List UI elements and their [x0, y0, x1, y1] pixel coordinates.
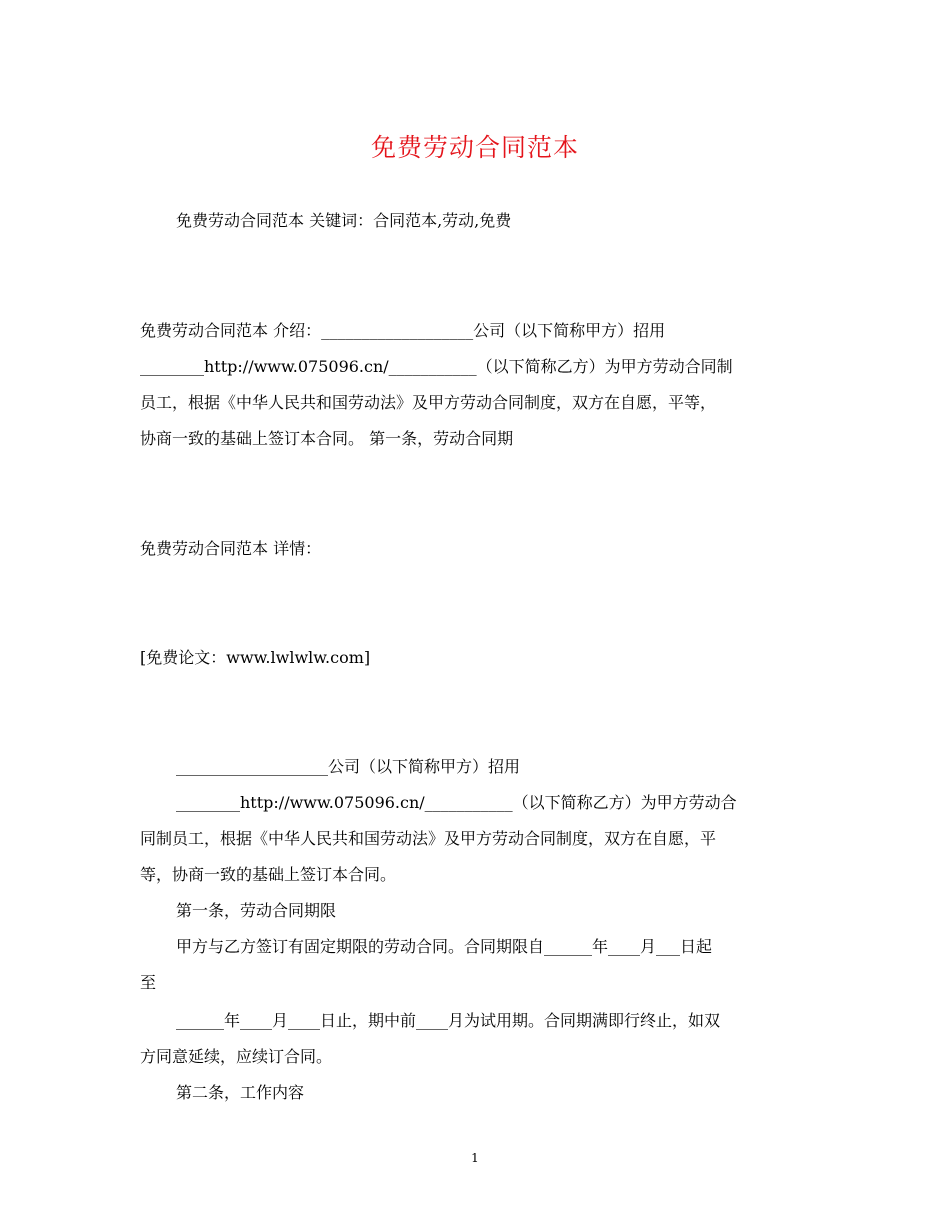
- body-line: 甲方与乙方签订有固定期限的劳动合同。合同期限自______年____月___日起: [176, 937, 713, 956]
- body-line: ______年____月____日止，期中前____月为试用期。合同期满即行终止，如双: [176, 1011, 721, 1030]
- body-line: 至: [140, 973, 157, 992]
- page-number: 1: [471, 1151, 479, 1165]
- details-label: 免费劳动合同范本 详情：: [140, 539, 322, 558]
- body-line: ___________________公司（以下简称甲方）招用: [176, 757, 521, 776]
- article-heading: 第一条，劳动合同期限: [176, 901, 337, 920]
- body-line: 等，协商一致的基础上签订本合同。: [140, 865, 397, 884]
- body-line: 方同意延续，应续订合同。: [140, 1047, 333, 1066]
- article-heading: 第二条，工作内容: [176, 1083, 305, 1102]
- intro-line: 免费劳动合同范本 介绍：___________________公司（以下简称甲方）招用: [140, 321, 666, 340]
- body-line: 同制员工，根据《中华人民共和国劳动法》及甲方劳动合同制度，双方在自愿，平: [140, 829, 717, 848]
- body-line: ________http://www.075096.cn/___________（以下简称乙方）为甲方劳动合: [176, 793, 737, 812]
- source-line: [免费论文：www.lwlwlw.com]: [140, 648, 371, 667]
- intro-line: 员工，根据《中华人民共和国劳动法》及甲方劳动合同制度，双方在自愿，平等，: [140, 393, 717, 412]
- keywords-line: 免费劳动合同范本 关键词：合同范本,劳动,免费: [176, 211, 512, 230]
- document-title: 免费劳动合同范本: [370, 133, 579, 162]
- intro-line: ________http://www.075096.cn/___________（以下简称乙方）为甲方劳动合同制: [140, 357, 733, 376]
- intro-line: 协商一致的基础上签订本合同。 第一条，劳动合同期: [140, 429, 514, 448]
